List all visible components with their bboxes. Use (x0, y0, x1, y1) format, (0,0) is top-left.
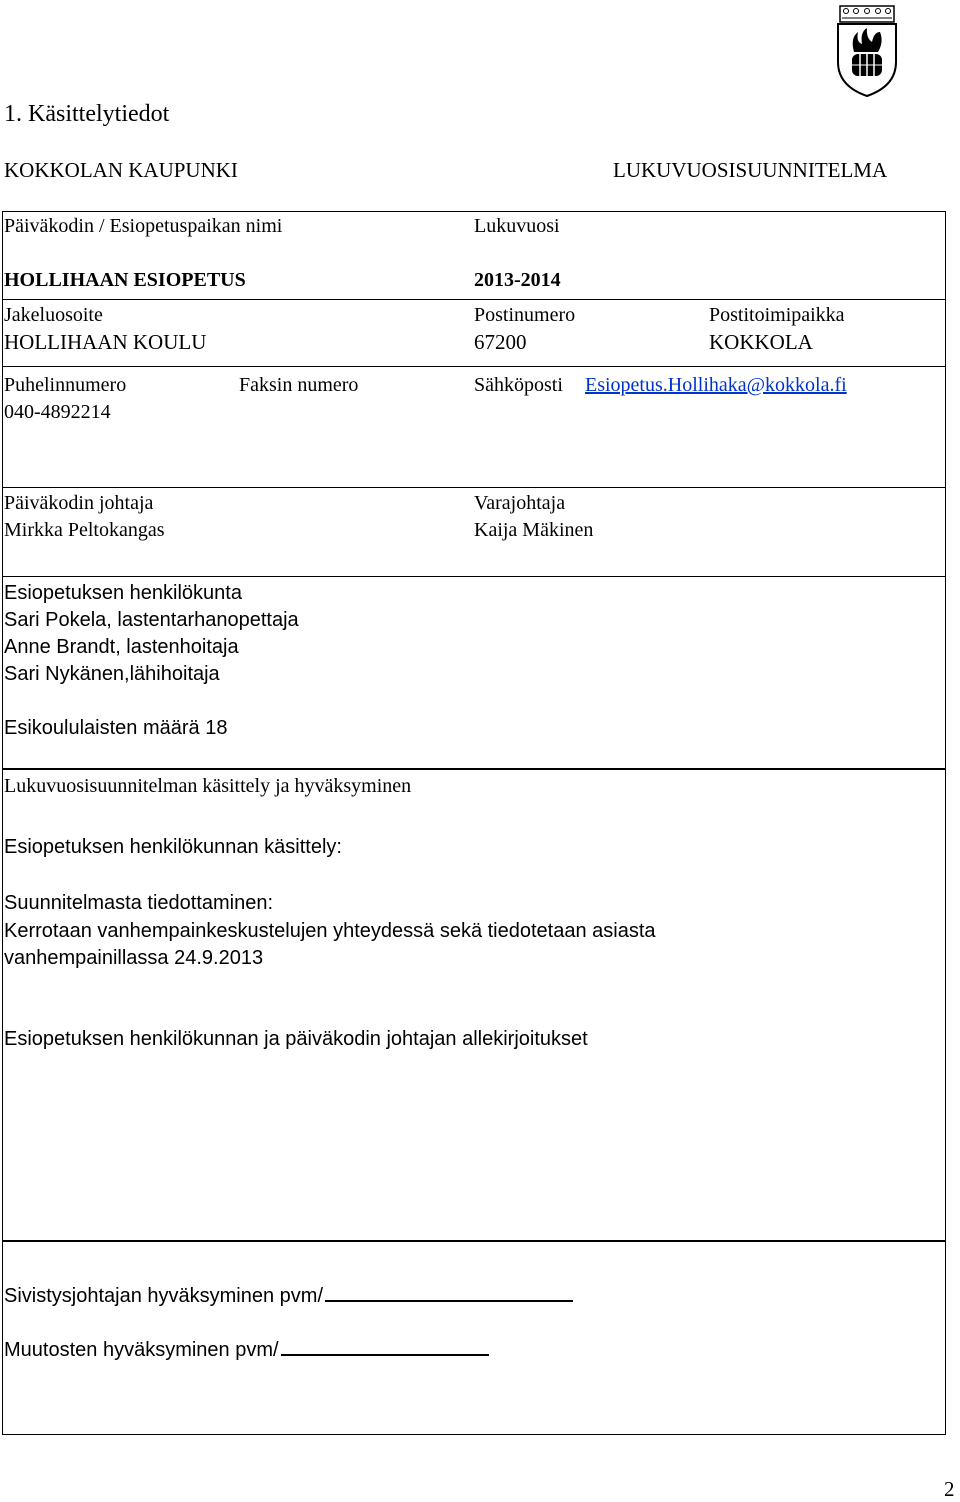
informing-text: Kerrotaan vanhempainkeskustelujen yhteydessä sekä tiedotetaan asiasta (4, 920, 656, 942)
info-table (2, 211, 946, 769)
city-name: KOKKOLAN KAUPUNKI (4, 158, 238, 182)
school-year-label: Lukuvuosi (474, 215, 560, 237)
pupil-count: Esikoululaisten määrä 18 (4, 717, 228, 739)
changes-approval-date-field[interactable] (281, 1334, 489, 1356)
informing-label: Suunnitelmasta tiedottaminen: (4, 892, 274, 914)
page-number: 2 (944, 1477, 955, 1501)
staff-member: Sari Pokela, lastentarhanopettaja (4, 609, 299, 631)
postoffice-label: Postitoimipaikka (709, 304, 845, 326)
staff-member: Anne Brandt, lastenhoitaja (4, 636, 239, 658)
director-value: Mirkka Peltokangas (4, 519, 165, 541)
address-value: HOLLIHAAN KOULU (4, 330, 207, 354)
document-type: LUKUVUOSISUUNNITELMA (613, 158, 888, 182)
section-heading: 1. Käsittelytiedot (4, 101, 170, 127)
staff-heading: Esiopetuksen henkilökunta (4, 582, 242, 604)
processing-heading: Lukuvuosisuunnitelman käsittely ja hyväksyminen (4, 775, 412, 797)
director-approval (4, 1280, 573, 1306)
divider (2, 487, 946, 488)
school-name-value: HOLLIHAAN ESIOPETUS (4, 269, 246, 291)
coat-of-arms-icon (834, 2, 900, 98)
school-year-value: 2013-2014 (474, 269, 561, 291)
school-name-label: Päiväkodin / Esiopetuspaikan nimi (4, 215, 283, 237)
fax-label: Faksin numero (239, 374, 359, 396)
divider (2, 576, 946, 577)
postoffice-value: KOKKOLA (709, 330, 813, 354)
signatures-heading: Esiopetuksen henkilökunnan ja päiväkodin johtajan allekirjoitukset (4, 1028, 588, 1050)
address-label: Jakeluosoite (4, 304, 103, 326)
postcode-label: Postinumero (474, 304, 576, 326)
informing-text: vanhempainillassa 24.9.2013 (4, 947, 264, 969)
deputy-label: Varajohtaja (474, 492, 566, 514)
director-label: Päiväkodin johtaja (4, 492, 154, 514)
postcode-value: 67200 (474, 330, 527, 354)
director-approval-date-field[interactable] (325, 1280, 573, 1302)
divider (2, 299, 946, 300)
director-approval-label: Sivistysjohtajan hyväksyminen pvm/ (4, 1285, 324, 1307)
deputy-value: Kaija Mäkinen (474, 519, 594, 541)
staff-processing: Esiopetuksen henkilökunnan käsittely: (4, 836, 342, 858)
email-link[interactable]: Esiopetus.Hollihaka@kokkola.fi (585, 374, 847, 396)
phone-label: Puhelinnumero (4, 374, 127, 396)
divider (2, 366, 946, 367)
email-label: Sähköposti (474, 374, 563, 396)
changes-approval (4, 1334, 489, 1360)
changes-approval-label: Muutosten hyväksyminen pvm/ (4, 1339, 279, 1361)
staff-member: Sari Nykänen,lähihoitaja (4, 663, 220, 685)
phone-value: 040-4892214 (4, 401, 111, 423)
